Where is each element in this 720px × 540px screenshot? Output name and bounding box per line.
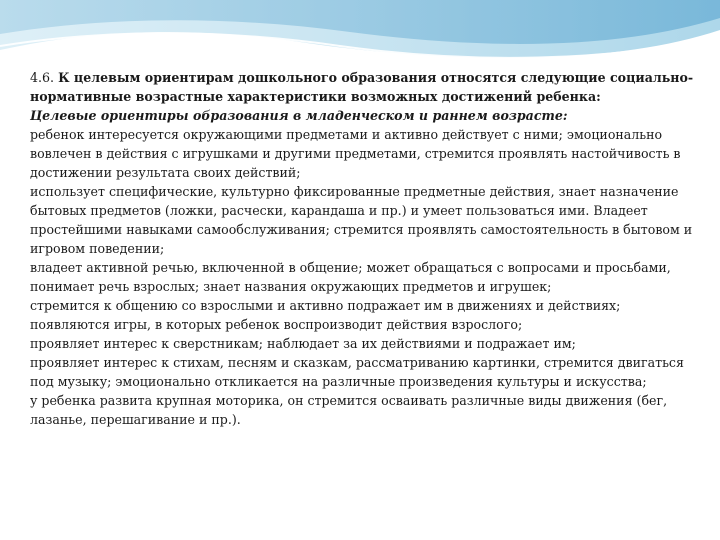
list-item: проявляет интерес к стихам, песням и сказкам, рассматриванию картинки, стремится двигаться под музыку; эмоционально откликается на различные произведения культуры и искусства;	[30, 355, 684, 389]
section-title: К целевым ориентирам дошкольного образования относятся следующие социально-нормативные возрастные характеристики возможных достижений ребенка:	[30, 70, 694, 104]
target-list	[30, 125, 694, 429]
decorative-wave-banner	[0, 0, 720, 70]
subheading: Целевые ориентиры образования в младенческом и раннем возрасте:	[30, 108, 568, 123]
list-item: появляются игры, в которых ребенок воспроизводит действия взрослого;	[30, 317, 523, 332]
list-item: у ребенка развита крупная моторика, он стремится осваивать различные виды движения (бег, лазанье, перешагивание и пр.).	[30, 393, 668, 427]
list-item: владеет активной речью, включенной в общение; может обращаться с вопросами и просьбами, понимает речь взрослых; знает названия окружающих предметов и игрушек;	[30, 260, 671, 294]
document-body	[30, 68, 694, 429]
list-item: стремится к общению со взрослыми и активно подражает им в движениях и действиях;	[30, 298, 621, 313]
list-item: ребенок интересуется окружающими предметами и активно действует с ними; эмоционально вовлечен в действия с игрушками и другими предметами, стремится проявлять настойчивость в достижении результата своих действий;	[30, 127, 681, 180]
section-heading	[30, 68, 694, 106]
list-item: использует специфические, культурно фиксированные предметные действия, знает назначение бытовых предметов (ложки, расчески, карандаша и пр.) и умеет пользоваться ими. Владеет простейшими навыками самообслуживания; стремится проявлять самостоятельность в бытовом и игровом поведении;	[30, 184, 693, 256]
section-number: 4.6.	[30, 70, 55, 85]
list-item: проявляет интерес к сверстникам; наблюдает за их действиями и подражает им;	[30, 336, 576, 351]
